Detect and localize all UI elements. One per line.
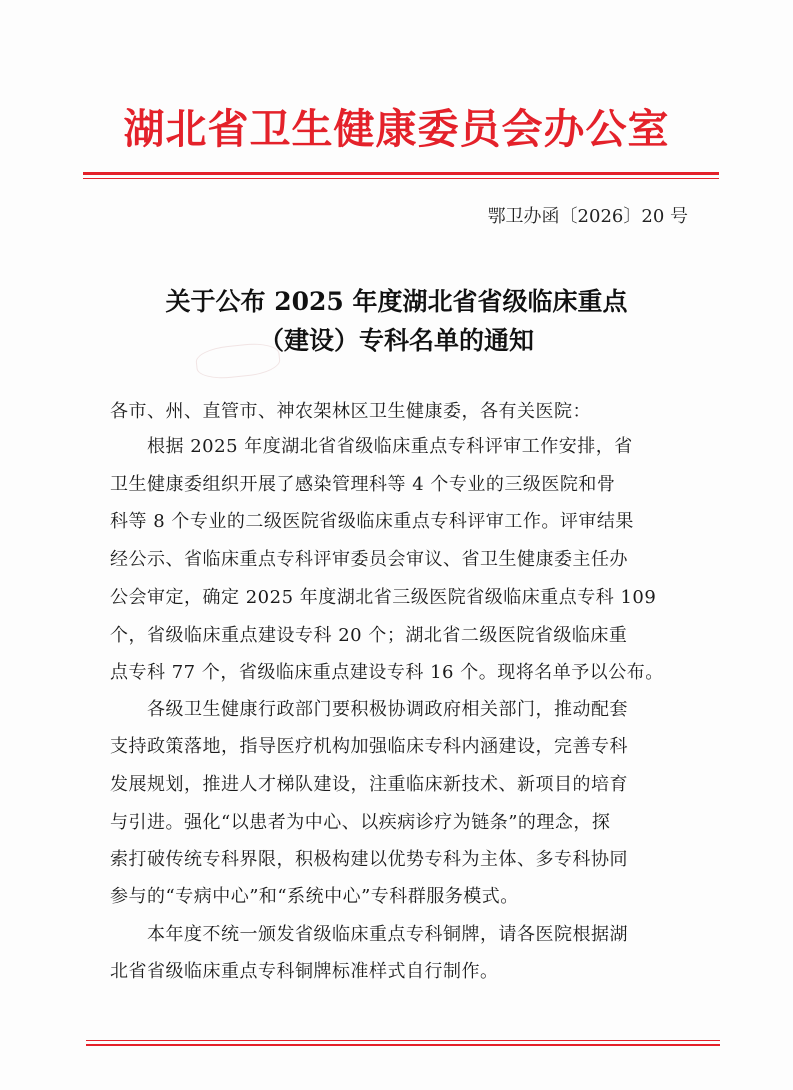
body-line: 北省省级临床重点专科铜牌标准样式自行制作。	[110, 961, 499, 982]
body-line: 科等 8 个专业的二级医院省级临床重点专科评审工作。评审结果	[110, 511, 634, 532]
body-line: 个，省级临床重点建设专科 20 个；湖北省二级医院省级临床重	[110, 625, 628, 646]
issuer-header: 湖北省卫生健康委员会办公室	[123, 105, 670, 153]
body-line: 卫生健康委组织开展了感染管理科等 4 个专业的三级医院和骨	[110, 474, 616, 495]
document-title-line-2: （建设）专科名单的通知	[258, 326, 534, 355]
body-line: 经公示、省临床重点专科评审委员会审议、省卫生健康委主任办	[110, 549, 628, 570]
header-red-rule	[83, 172, 719, 175]
body-line: 参与的“专病中心”和“系统中心”专科群服务模式。	[110, 886, 519, 907]
body-line: 索打破传统专科界限，积极构建以优势专科为主体、多专科协同	[110, 849, 628, 870]
body-line: 发展规划，推进人才梯队建设，注重临床新技术、新项目的培育	[110, 774, 628, 795]
footer-red-rule	[86, 1044, 720, 1046]
body-line: 根据 2025 年度湖北省省级临床重点专科评审工作安排，省	[110, 436, 633, 457]
body-line: 支持政策落地，指导医疗机构加强临床专科内涵建设，完善专科	[110, 736, 628, 757]
body-line: 点专科 77 个，省级临床重点建设专科 16 个。现将名单予以公布。	[110, 662, 664, 683]
document-number: 鄂卫办函〔2026〕20 号	[487, 206, 688, 227]
document-title-line-1: 关于公布 2025 年度湖北省省级临床重点	[165, 287, 628, 316]
body-line: 各市、州、直管市、神农架林区卫生健康委，各有关医院：	[110, 401, 591, 422]
body-line: 各级卫生健康行政部门要积极协调政府相关部门，推动配套	[110, 699, 628, 720]
body-line: 本年度不统一颁发省级临床重点专科铜牌，请各医院根据湖	[110, 924, 628, 945]
footer-red-rule-thin	[86, 1040, 720, 1041]
header-red-rule-thin	[83, 178, 719, 179]
body-line: 公会审定，确定 2025 年度湖北省三级医院省级临床重点专科 109	[110, 587, 657, 608]
body-line: 与引进。强化“以患者为中心、以疾病诊疗为链条”的理念，探	[110, 812, 611, 833]
